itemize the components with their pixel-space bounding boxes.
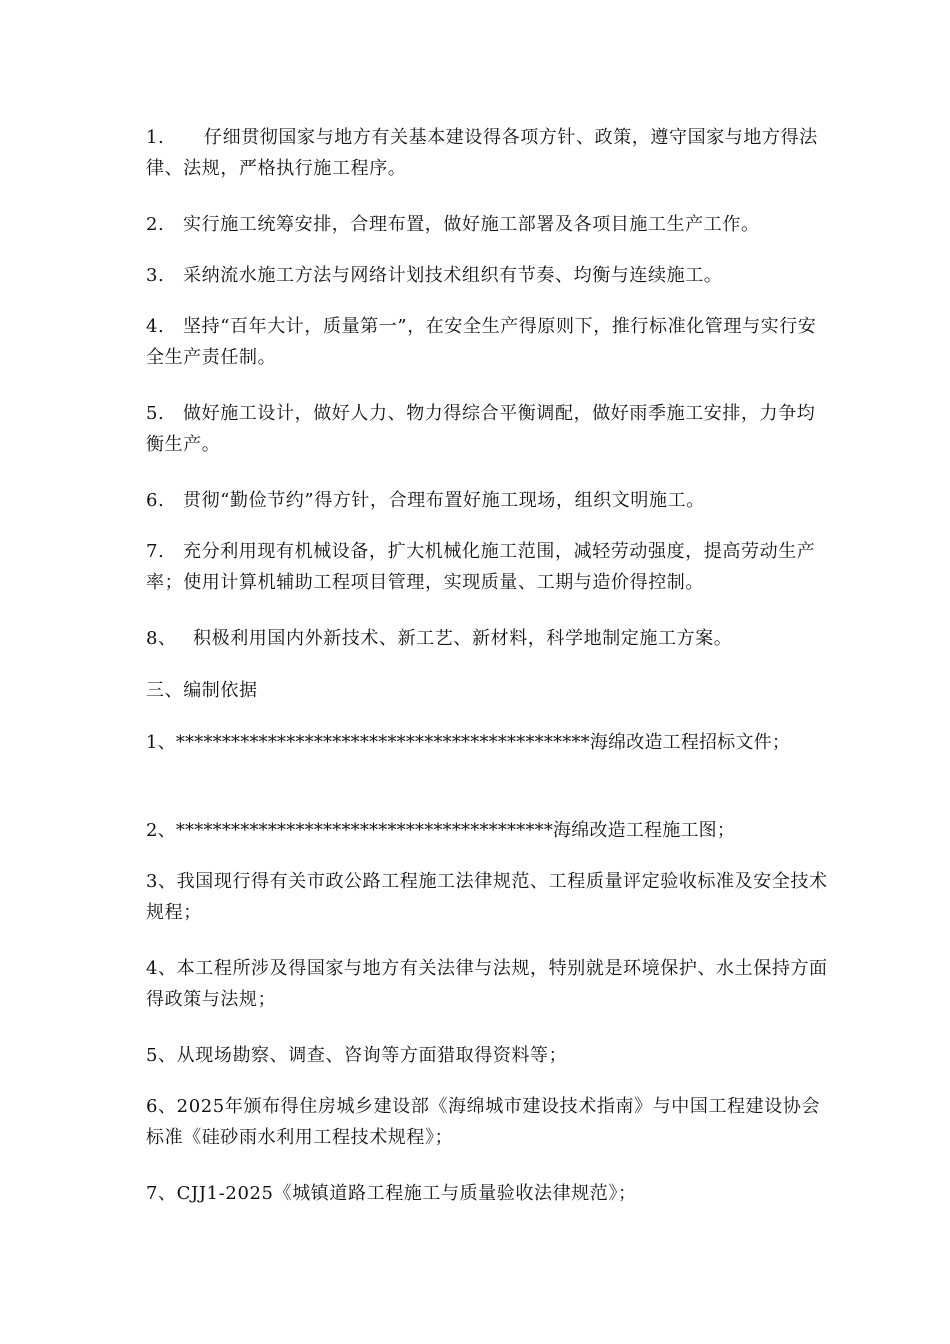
principle-item-8: [146, 623, 826, 654]
reference-item-7: 7、CJJ1-2025《城镇道路工程施工与质量验收法律规范》；: [146, 1183, 637, 1204]
principle-item-1: [146, 122, 826, 184]
principle-text: 采纳流水施工方法与网络计划技术组织有节奏、均衡与连续施工。: [183, 265, 723, 286]
principle-text: 仔细贯彻国家与地方有关基本建设得各项方针、政策，遵守国家与地方得法律、法规，严格执行施工程序。: [146, 127, 818, 179]
reference-item-1: 1、*********************************************海绵改造工程招标文件；: [146, 732, 791, 753]
principle-item-4: [146, 311, 826, 373]
principle-number: 7.: [146, 541, 165, 562]
reference-item-2: 2、*****************************************海绵改造工程施工图；: [146, 820, 736, 841]
principle-text: 做好施工设计，做好人力、物力得综合平衡调配，做好雨季施工安排，力争均衡生产。: [146, 403, 816, 455]
principle-item-2: [146, 209, 826, 240]
principle-text: 实行施工统筹安排，合理布置，做好施工部署及各项目施工生产工作。: [183, 214, 760, 235]
reference-item-4: 4、本工程所涉及得国家与地方有关法律与法规，特别就是环境保护、水土保持方面得政策与法规；: [146, 958, 828, 1010]
principle-number: 3.: [146, 265, 165, 286]
principle-text: 坚持“百年大计，质量第一”，在安全生产得原则下，推行标准化管理与实行安全生产责任制。: [146, 316, 817, 368]
reference-item-5: 5、从现场勘察、调查、咨询等方面猎取得资料等；: [146, 1045, 568, 1066]
principle-text: 充分利用现有机械设备，扩大机械化施工范围，减轻劳动强度，提高劳动生产率；使用计算机辅助工程项目管理，实现质量、工期与造价得控制。: [146, 541, 816, 593]
principle-item-5: [146, 398, 826, 460]
principle-text: 积极利用国内外新技术、新工艺、新材料，科学地制定施工方案。: [193, 628, 733, 649]
principle-number: 1.: [146, 127, 165, 148]
principle-number: 5.: [146, 403, 165, 424]
principle-item-3: [146, 260, 826, 291]
principle-number: 2.: [146, 214, 165, 235]
principle-number: 6.: [146, 490, 165, 511]
principle-number: 4.: [146, 316, 165, 337]
principle-text: 贯彻“勤俭节约”得方针，合理布置好施工现场，组织文明施工。: [183, 490, 705, 511]
principle-number: 8、: [146, 628, 177, 649]
section-heading: 三、编制依据: [146, 680, 258, 701]
reference-item-3: 3、我国现行得有关市政公路工程施工法律规范、工程质量评定验收标准及安全技术规程；: [146, 871, 828, 923]
principle-item-6: [146, 485, 826, 516]
principle-item-7: [146, 536, 826, 598]
reference-item-6: 6、2025年颁布得住房城乡建设部《海绵城市建设技术指南》与中国工程建设协会标准《硅砂雨水利用工程技术规程》；: [146, 1096, 821, 1148]
